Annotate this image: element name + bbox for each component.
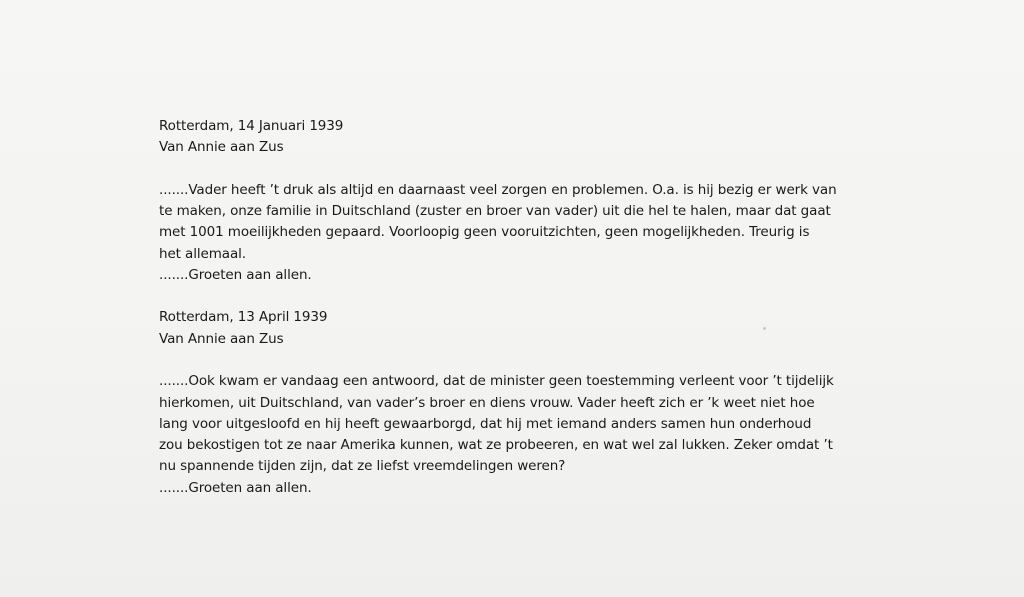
letter-1-body-line: het allemaal. xyxy=(159,245,246,262)
letter-1-body-line: .......Vader heeft ’t druk als altijd en daarnaast veel zorgen en problemen. O.a. is hij bezig er werk van xyxy=(159,181,837,198)
paper-speck xyxy=(763,327,766,330)
letter-1-body-line: te maken, onze familie in Duitschland (zuster en broer van vader) uit die hel te halen, maar dat gaat xyxy=(159,203,831,220)
letter-2-from-to: Van Annie aan Zus xyxy=(159,330,284,347)
letter-1-from-to: Van Annie aan Zus xyxy=(159,139,284,156)
letter-1 xyxy=(159,116,899,286)
letter-excerpts xyxy=(159,116,899,499)
letter-2 xyxy=(159,307,899,499)
letter-2-body-line: .......Ook kwam er vandaag een antwoord, dat de minister geen toestemming verleent voor ’t tijdelijk xyxy=(159,373,834,390)
letter-2-body-line: zou bekostigen tot ze naar Amerika kunnen, wat ze probeeren, en wat wel zal lukken. Zeker omdat ’t xyxy=(159,437,833,454)
letter-2-body-line: lang voor uitgesloofd en hij heeft gewaarborgd, dat hij met iemand anders samen hun onderhoud xyxy=(159,415,812,432)
spacer xyxy=(159,159,899,180)
letter-1-body-line: met 1001 moeilijkheden gepaard. Voorloopig geen vooruitzichten, geen mogelijkheden. Treurig is xyxy=(159,224,810,241)
letter-2-body-line: nu spannende tijden zijn, dat ze liefst vreemdelingen weren? xyxy=(159,458,566,475)
letter-2-body-line: hierkomen, uit Duitschland, van vader’s broer en diens vrouw. Vader heeft zich er ’k weet niet hoe xyxy=(159,394,815,411)
spacer xyxy=(159,350,899,371)
letter-1-place-date: Rotterdam, 14 Januari 1939 xyxy=(159,118,344,134)
letter-2-place-date: Rotterdam, 13 April 1939 xyxy=(159,309,328,326)
letter-2-closing: .......Groeten aan allen. xyxy=(159,479,312,496)
letter-1-closing: .......Groeten aan allen. xyxy=(159,267,312,284)
